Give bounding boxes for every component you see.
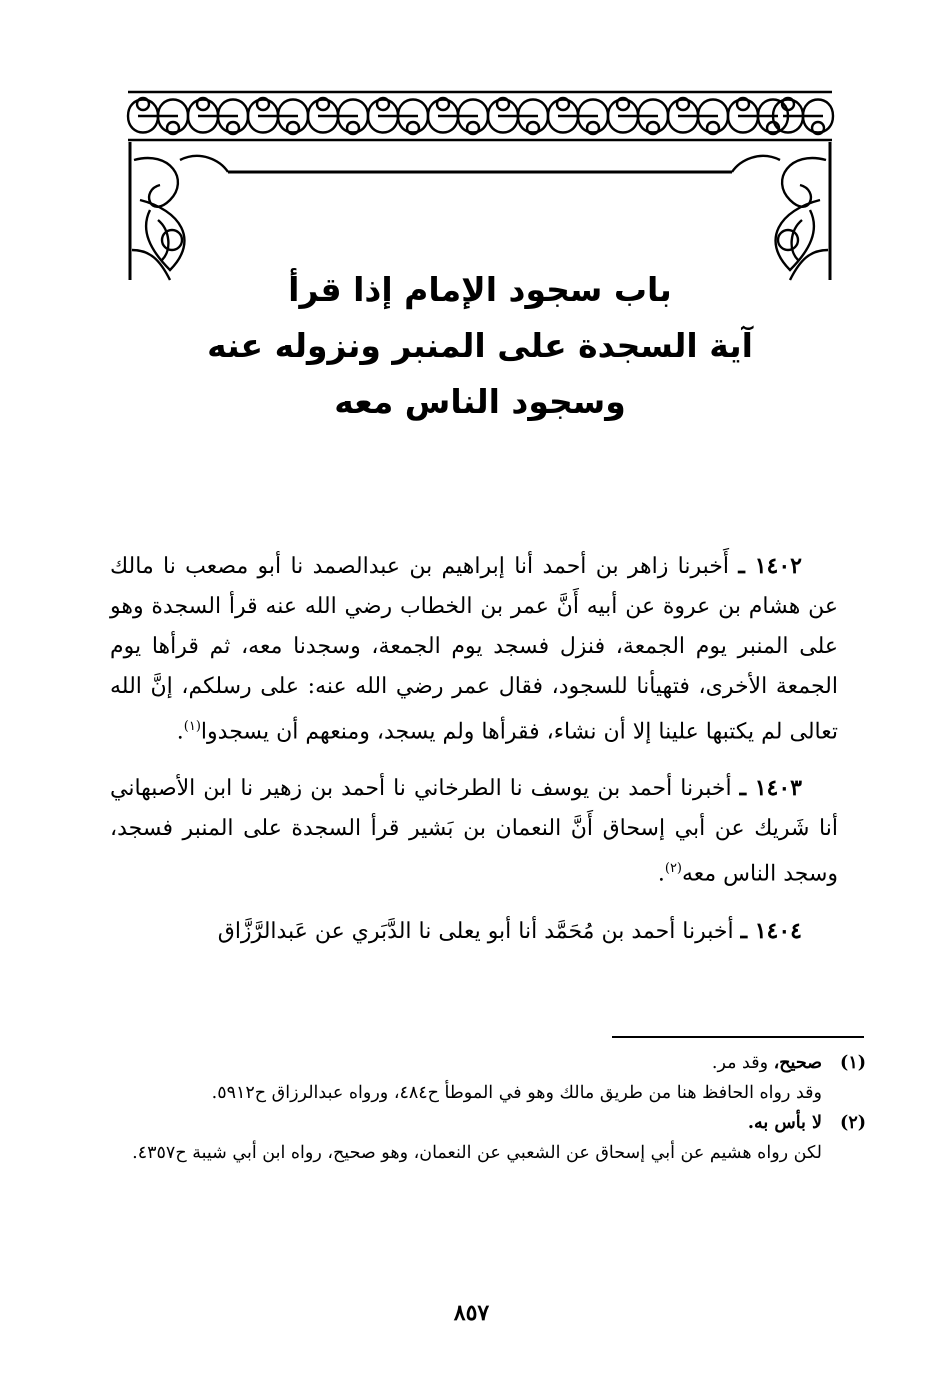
hadith-number: ١٤٠٢ ـ (738, 553, 802, 579)
footnote-marker: (٢) (840, 1113, 866, 1133)
chapter-heading (200, 262, 760, 430)
footnote-detail: لكن رواه هشيم عن أبي إسحاق عن الشعبي عن النعمان، وهو صحيح، رواه ابن أبي شيبة ح٤٣٥٧. (132, 1143, 822, 1163)
body-text (110, 546, 838, 968)
hadith-paragraph (110, 768, 838, 894)
heading-line-1: باب سجود الإمام إذا قرأ (288, 270, 672, 309)
footnote-grade-line (110, 1048, 822, 1078)
heading-line-3: وسجود الناس معه (334, 382, 626, 421)
hadith-paragraph (110, 546, 838, 752)
footnote-marker: (١) (840, 1053, 866, 1073)
footnote-reference: (٢) (664, 861, 682, 877)
footnote-grade-line (110, 1108, 822, 1138)
footnotes-section (110, 1048, 866, 1168)
heading-line-2: آية السجدة على المنبر ونزوله عنه (207, 326, 753, 365)
hadith-number: ١٤٠٣ ـ (739, 775, 802, 802)
footnote-item (110, 1048, 866, 1078)
hadith-number: ١٤٠٤ ـ (740, 917, 802, 944)
page-number: ٨٥٧ (453, 1300, 490, 1326)
footnote-grade: لا بأس به. (747, 1113, 822, 1133)
footnote-divider (612, 1036, 864, 1038)
footnote-item (110, 1108, 866, 1138)
hadith-text: أَخبرنا زاهر بن أحمد أنا إبراهيم بن عبدالصمد نا أبو مصعب نا مالك عن هشام بن عروة عن أبيه أَنَّ عمر بن الخطاب رضي الله عنه قرأ السجدة وهو على المنبر يوم الجمعة، فنزل فسجد يوم الجمعة، وسجدنا معه، ثم قرأها يوم الجمعة الأخرى، فتهيأنا للسجود، فقال عمر رضي الله عنه: على رسلكم، إنَّ الله تعالى لم يكتبها علينا إلا أن نشاء، فقرأها ولم يسجد، ومنعهم أن يسجدوا (110, 554, 838, 745)
footnote-grade-rest: وقد مر. (711, 1053, 774, 1073)
footnote-reference: (١) (183, 719, 201, 734)
hadith-text: أخبرنا أحمد بن مُحَمَّد أنا أبو يعلى نا الدَّبَري عن عَبدالرَّزَّاق (217, 918, 734, 944)
hadith-end-mark: . (657, 861, 665, 887)
hadith-text: أخبرنا أحمد بن يوسف نا الطرخاني نا أحمد بن زهير نا ابن الأصبهاني أنا شَريك عن أبي إسحاق أَنَّ النعمان بن بَشير قرأ السجدة على المنبر فسجد، وسجد الناس معه (110, 776, 838, 887)
hadith-paragraph (110, 911, 838, 952)
footnote-grade: صحيح، (773, 1053, 822, 1073)
hadith-end-mark: . (176, 719, 184, 745)
footnote-detail: وقد رواه الحافظ هنا من طريق مالك وهو في الموطأ ح٤٨٤، ورواه عبدالرزاق ح٥٩١٢. (211, 1083, 822, 1103)
